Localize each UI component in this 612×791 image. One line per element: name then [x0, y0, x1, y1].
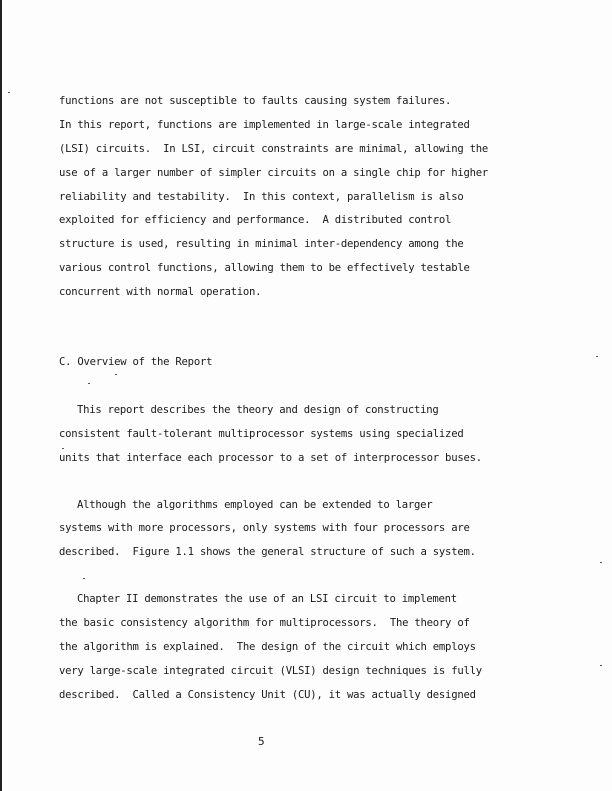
scan-speck	[596, 356, 598, 357]
paragraph-3-line-1: Although the algorithms employed can be extended to larger	[77, 499, 433, 511]
scan-speck	[8, 92, 10, 93]
scan-speck	[88, 383, 90, 384]
paragraph-1-line-5: reliability and testability. In this context, parallelism is also	[59, 191, 464, 203]
paragraph-3-line-2: systems with more processors, only systems with four processors are	[59, 522, 470, 534]
paragraph-3-line-3: described. Figure 1.1 shows the general structure of such a system.	[59, 546, 476, 558]
paragraph-4-line-1: Chapter II demonstrates the use of an LSI circuit to implement	[77, 593, 457, 605]
scan-speck	[62, 448, 64, 449]
page-number: 5	[258, 735, 265, 748]
paragraph-1-line-7: structure is used, resulting in minimal inter-dependency among the	[59, 238, 464, 250]
paragraph-1-line-1: functions are not susceptible to faults causing system failures.	[59, 95, 452, 107]
paragraph-1-line-8: various control functions, allowing them to be effectively testable	[59, 262, 470, 274]
paragraph-1-line-9: concurrent with normal operation.	[59, 286, 262, 298]
scan-speck	[83, 578, 85, 579]
paragraph-1-line-6: exploited for efficiency and performance. A distributed control	[59, 214, 452, 226]
paragraph-2-line-2: consistent fault-tolerant multiprocessor systems using specialized	[59, 428, 464, 440]
paragraph-4-line-2: the basic consistency algorithm for multiprocessors. The theory of	[59, 617, 470, 629]
section-heading: C. Overview of the Report	[59, 356, 213, 368]
page-edge	[0, 0, 2, 791]
paragraph-4-line-5: described. Called a Consistency Unit (CU), it was actually designed	[59, 689, 476, 701]
paragraph-4-line-3: the algorithm is explained. The design of the circuit which employs	[59, 641, 476, 653]
paragraph-4-line-4: very large-scale integrated circuit (VLSI) design techniques is fully	[59, 665, 482, 677]
scan-speck	[600, 562, 602, 563]
scan-speck	[115, 374, 117, 375]
paragraph-2-line-3: units that interface each processor to a set of interprocessor buses.	[59, 452, 482, 464]
scan-speck	[600, 665, 602, 666]
paragraph-1-line-3: (LSI) circuits. In LSI, circuit constraints are minimal, allowing the	[59, 143, 488, 155]
paragraph-2-line-1: This report describes the theory and design of constructing	[77, 404, 439, 416]
paragraph-1-line-4: use of a larger number of simpler circuits on a single chip for higher	[59, 167, 488, 179]
paragraph-1-line-2: In this report, functions are implemented in large-scale integrated	[59, 119, 470, 131]
